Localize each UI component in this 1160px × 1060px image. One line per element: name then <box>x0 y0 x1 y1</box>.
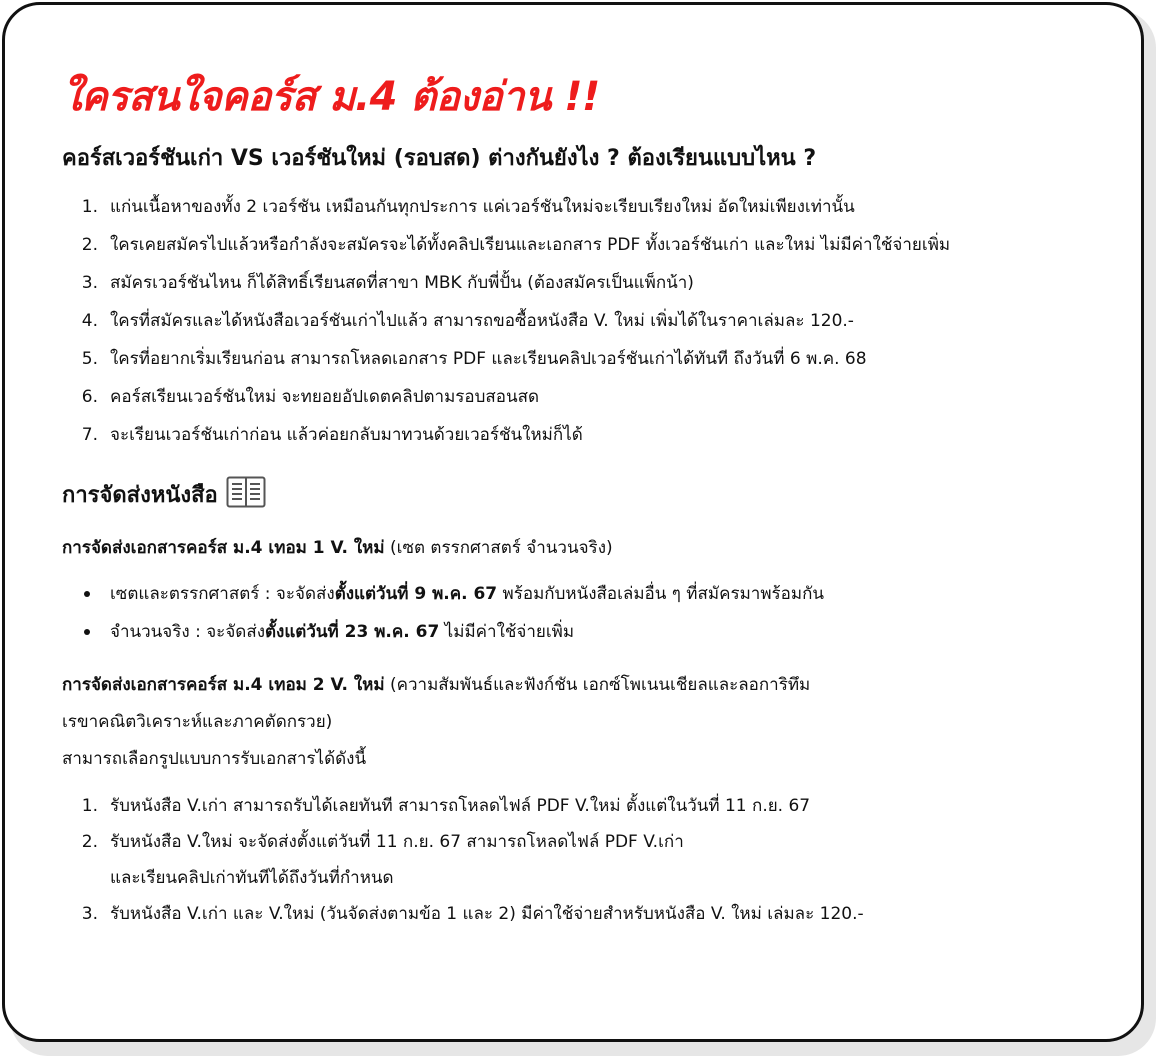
item-text: รับหนังสือ V.เก่า สามารถรับได้เลยทันที สามารถโหลดไฟล์ PDF V.ใหม่ ตั้งแต่ในวันที่ 11 ก.ย. 67 <box>110 795 811 816</box>
open-book-icon <box>226 476 266 514</box>
item-number: 3. <box>81 903 98 924</box>
item-text: คอร์สเรียนเวอร์ชันใหม่ จะทยอยอัปเดตคลิปตามรอบสอนสด <box>110 386 540 407</box>
book-delivery-heading <box>62 476 1122 514</box>
item-text: แก่นเนื้อหาของทั้ง 2 เวอร์ชัน เหมือนกันทุกประการ แค่เวอร์ชันใหม่จะเรียบเรียงใหม่ อัดใหม่เพียงเท่านั้น <box>110 196 855 217</box>
term2-intro: สามารถเลือกรูปแบบการรับเอกสารได้ดังนี้ <box>62 748 367 769</box>
page-title: ใครสนใจคอร์ส ม.4 ต้องอ่าน !! <box>62 74 600 120</box>
term1-bullet-list <box>62 575 1122 651</box>
version-comparison-heading: คอร์สเวอร์ชันเก่า VS เวอร์ชันใหม่ (รอบสด) ต่างกันยังไง ? ต้องเรียนแบบไหน ? <box>62 146 817 171</box>
term2-note-line2: เรขาคณิตวิเคราะห์และภาคตัดกรวย) <box>62 711 333 732</box>
term1-note: (เซต ตรรกศาสตร์ จำนวนจริง) <box>384 537 613 558</box>
bullet-bold: ตั้งแต่วันที่ 9 พ.ค. 67 <box>334 583 498 604</box>
list-item <box>62 416 1122 454</box>
bullet-post: ไม่มีค่าใช้จ่ายเพิ่ม <box>439 621 575 642</box>
announcement-card <box>2 2 1144 1042</box>
list-item <box>62 896 1122 932</box>
item-text: รับหนังสือ V.ใหม่ จะจัดส่งตั้งแต่วันที่ 11 ก.ย. 67 สามารถโหลดไฟล์ PDF V.เก่า <box>110 831 684 852</box>
list-item <box>62 226 1122 264</box>
item-number: 4. <box>81 310 98 331</box>
list-item <box>62 302 1122 340</box>
item-text: ใครที่อยากเริ่มเรียนก่อน สามารถโหลดเอกสาร PDF และเรียนคลิปเวอร์ชันเก่าได้ทันที ถึงวันที่ 6 พ.ค. 68 <box>110 348 867 369</box>
term2-note-line1: (ความสัมพันธ์และฟังก์ชัน เอกซ์โพเนนเชียลและลอการิทึม <box>384 674 811 695</box>
item-number: 5. <box>81 348 98 369</box>
term2-option-list <box>62 788 1122 932</box>
term2-paragraph <box>62 667 1122 778</box>
term1-paragraph <box>62 530 1122 567</box>
list-item <box>62 613 1122 651</box>
item-text: รับหนังสือ V.เก่า และ V.ใหม่ (วันจัดส่งตามข้อ 1 และ 2) มีค่าใช้จ่ายสำหรับหนังสือ V. ใหม่ เล่มละ 120.- <box>110 903 864 924</box>
bullet-dot <box>84 629 90 635</box>
item-text: ใครที่สมัครและได้หนังสือเวอร์ชันเก่าไปแล้ว สามารถขอซื้อหนังสือ V. ใหม่ เพิ่มได้ในราคาเล่มละ 120.- <box>110 310 854 331</box>
item-number: 3. <box>81 272 98 293</box>
version-comparison-list <box>62 188 1122 454</box>
bullet-pre: เซตและตรรกศาสตร์ : จะจัดส่ง <box>110 583 335 604</box>
item-number: 7. <box>81 424 98 445</box>
bullet-bold: ตั้งแต่วันที่ 23 พ.ค. 67 <box>265 621 440 642</box>
list-item <box>62 378 1122 416</box>
item-text-continued: และเรียนคลิปเก่าทันทีได้ถึงวันที่กำหนด <box>110 867 394 888</box>
term1-lead: การจัดส่งเอกสารคอร์ส ม.4 เทอม 1 V. ใหม่ <box>62 537 385 558</box>
item-text: จะเรียนเวอร์ชันเก่าก่อน แล้วค่อยกลับมาทวนด้วยเวอร์ชันใหม่ก็ได้ <box>110 424 583 445</box>
item-number: 1. <box>81 795 98 816</box>
bullet-pre: จำนวนจริง : จะจัดส่ง <box>110 621 265 642</box>
card-content <box>62 75 1122 932</box>
list-item <box>62 340 1122 378</box>
term2-lead: การจัดส่งเอกสารคอร์ส ม.4 เทอม 2 V. ใหม่ <box>62 674 385 695</box>
bullet-dot <box>84 591 90 597</box>
list-item <box>62 575 1122 613</box>
bullet-post: พร้อมกับหนังสือเล่มอื่น ๆ ที่สมัครมาพร้อมกัน <box>497 583 825 604</box>
book-delivery-heading-text: การจัดส่งหนังสือ <box>62 483 218 509</box>
item-number: 2. <box>81 234 98 255</box>
list-item <box>62 824 1122 896</box>
list-item <box>62 264 1122 302</box>
list-item <box>62 188 1122 226</box>
term2-line1 <box>62 667 1122 704</box>
item-number: 6. <box>81 386 98 407</box>
item-number: 1. <box>81 196 98 217</box>
list-item <box>62 788 1122 824</box>
item-number: 2. <box>81 831 98 852</box>
item-text: ใครเคยสมัครไปแล้วหรือกำลังจะสมัครจะได้ทั้งคลิปเรียนและเอกสาร PDF ทั้งเวอร์ชันเก่า และใหม่ ไม่มีค่าใช้จ่ายเพิ่ม <box>110 234 951 255</box>
item-text: สมัครเวอร์ชันไหน ก็ได้สิทธิ์เรียนสดที่สาขา MBK กับพี่ปั้น (ต้องสมัครเป็นแพ็กน้า) <box>110 272 694 293</box>
